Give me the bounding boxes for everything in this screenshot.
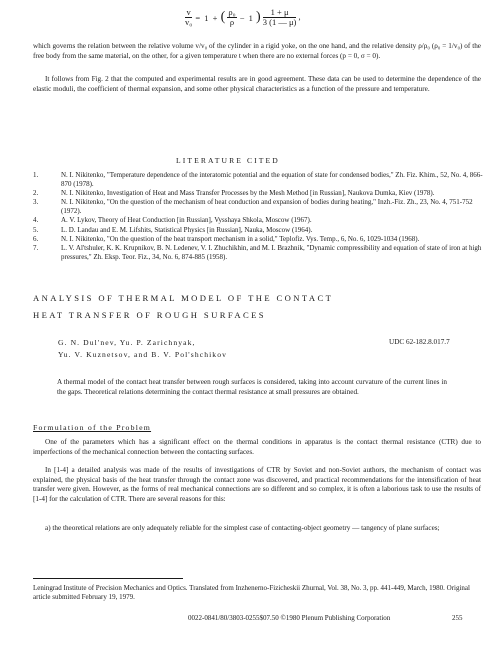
plus-sign: + [212,12,218,23]
density-ratio-fraction [227,8,236,27]
poisson-denominator: 3 (1 — μ) [262,17,297,27]
poisson-fraction [263,8,297,27]
reference-item [33,216,483,225]
reference-number: 1. [33,171,39,179]
reference-text: L. D. Landau and E. M. Lifshits, Statistical Physics [in Russian], Nauka, Moscow (1964). [61,225,313,234]
paragraph-results: It follows from Fig. 2 that the computed and experimental results are in good agreement. These data can be used to determine the dependence of the elastic moduli, the coefficient of thermal expansion, and some other physical characteristics as a function of the pressure and temperature. [33,75,481,93]
body-paragraph-1: One of the parameters which has a significant effect on the thermal conditions in apparatus is the contact thermal resistance (CTR) due to imperfections of the mechanical connection between the contacting surfaces. [33,438,481,456]
reference-text: L. V. Al'tshuler, K. K. Krupnikov, B. N. Ledenev, V. I. Zhuchikhin, and M. I. Brazhnik, "Dynamic compressibility and equation of state of iron at high pressures," Zh. Eksp. Teor. Fiz., 34, No. 6, 874-885 (1958). [61,243,482,261]
equation-lhs-fraction [185,8,192,27]
reference-item [33,235,483,244]
poisson-numerator: 1 + μ [263,8,297,18]
copyright-line: 0022-0841/80/3803-0255$07.50 ©1980 Plenum Publishing Corporation [188,614,391,622]
reference-text: A. V. Lykov, Theory of Heat Conduction [in Russian], Vysshaya Shkola, Moscow (1967). [61,216,312,225]
reference-item [33,171,483,189]
reference-number: 7. [33,243,39,252]
article-title-line-1: ANALYSIS OF THERMAL MODEL OF THE CONTACT [33,293,334,303]
literature-cited-heading: LITERATURE CITED [176,156,280,165]
reference-number: 5. [33,225,39,234]
footnote: Leningrad Institute of Precision Mechanics and Optics. Translated from Inzhenerno-Fizicheskii Zhurnal, Vol. 38, No. 3, pp. 441-449, March, 1980. Original article submitted February 19, 1979. [33,584,470,602]
equation-lhs-denominator: v₀ [185,17,193,27]
reference-item [33,189,483,198]
equation-minus-one: 1 [248,12,253,23]
equation-lhs-numerator: v [186,7,191,17]
reference-item [33,198,483,216]
reference-item [33,226,483,235]
page-number: 255 [452,614,463,622]
reference-number: 3. [33,198,39,207]
reference-text: N. I. Nikitenko, "On the question of the mechanism of heat conduction and expansion of bodies during heating," Inzh.-Fiz. Zh., 23, No. 4, 751-752 (1972). [61,198,473,216]
left-paren: ( [220,9,226,25]
equation [185,8,335,38]
reference-number: 4. [33,216,39,225]
reference-number: 6. [33,234,39,243]
reference-item [33,244,483,262]
abstract: A thermal model of the contact heat transfer between rough surfaces is considered, taking into account curvature of the current lines in the gaps. Theoretical relations determining the contact thermal resistance at small pressures are obtained. [57,378,447,396]
footnote-divider [33,578,183,579]
udc-code: UDC 62-182.8.017.7 [389,338,450,346]
reference-number: 2. [33,189,39,198]
authors-line-2: Yu. V. Kuznetsov, and B. V. Pol'shchikov [58,350,227,359]
paragraph-equation-explanation: which governs the relation between the relative volume v/v₀ of the cylinder in a rigid yoke, on the one hand, and the relative density ρ/ρ₀ (ρ₀ = 1/v₀) of the free body from the same material, on the other, for a given temperature t when there are no external forces (p = 0, σ = 0). [33,42,481,60]
reference-text: N. I. Nikitenko, "On the question of the heat transport mechanism in a solid," Teplofiz. Vys. Temp., 6, No. 6, 1029-1034 (1968). [61,234,420,243]
equals-sign: = [195,12,201,23]
density-ratio-numerator: ρ₀ [228,7,236,17]
minus-sign: − [239,12,245,23]
equation-comma: , [298,11,301,22]
body-paragraph-2: In [1-4] a detailed analysis was made of the results of investigations of CTR by Soviet and non-Soviet authors, the mechanism of contact was explained, the physical basis of the heat transfer through the contact zone was discovered, and practical recommendations for the intensification of heat transfer were given. However, as the forms of real mechanical connections are so different and so complex, it is often a laborious task to use the results of [1-4] for the calculation of CTR. There are several reasons for this: [33,466,481,503]
section-heading: Formulation of the Problem [33,423,152,432]
body-paragraph-3: a) the theoretical relations are only adequately reliable for the simplest case of contacting-object geometry — tangency of plane surfaces; [45,524,440,532]
density-ratio-denominator: ρ [229,17,235,27]
reference-text: N. I. Nikitenko, "Temperature dependence of the interatomic potential and the equation of state for condensed bodies," Zh. Fiz. Khim., 52, No. 4, 866-870 (1978). [61,171,483,189]
equation-one: 1 [204,12,209,23]
reference-text: N. I. Nikitenko, Investigation of Heat and Mass Transfer Processes by the Mesh Method [in Russian], Naukova Dumka, Kiev (1978). [61,189,435,198]
right-paren: ) [256,9,261,25]
article-title-line-2: HEAT TRANSFER OF ROUGH SURFACES [33,310,266,320]
reference-list [33,171,483,262]
authors-line-1: G. N. Dul'nev, Yu. P. Zarichnyak, [58,338,196,347]
